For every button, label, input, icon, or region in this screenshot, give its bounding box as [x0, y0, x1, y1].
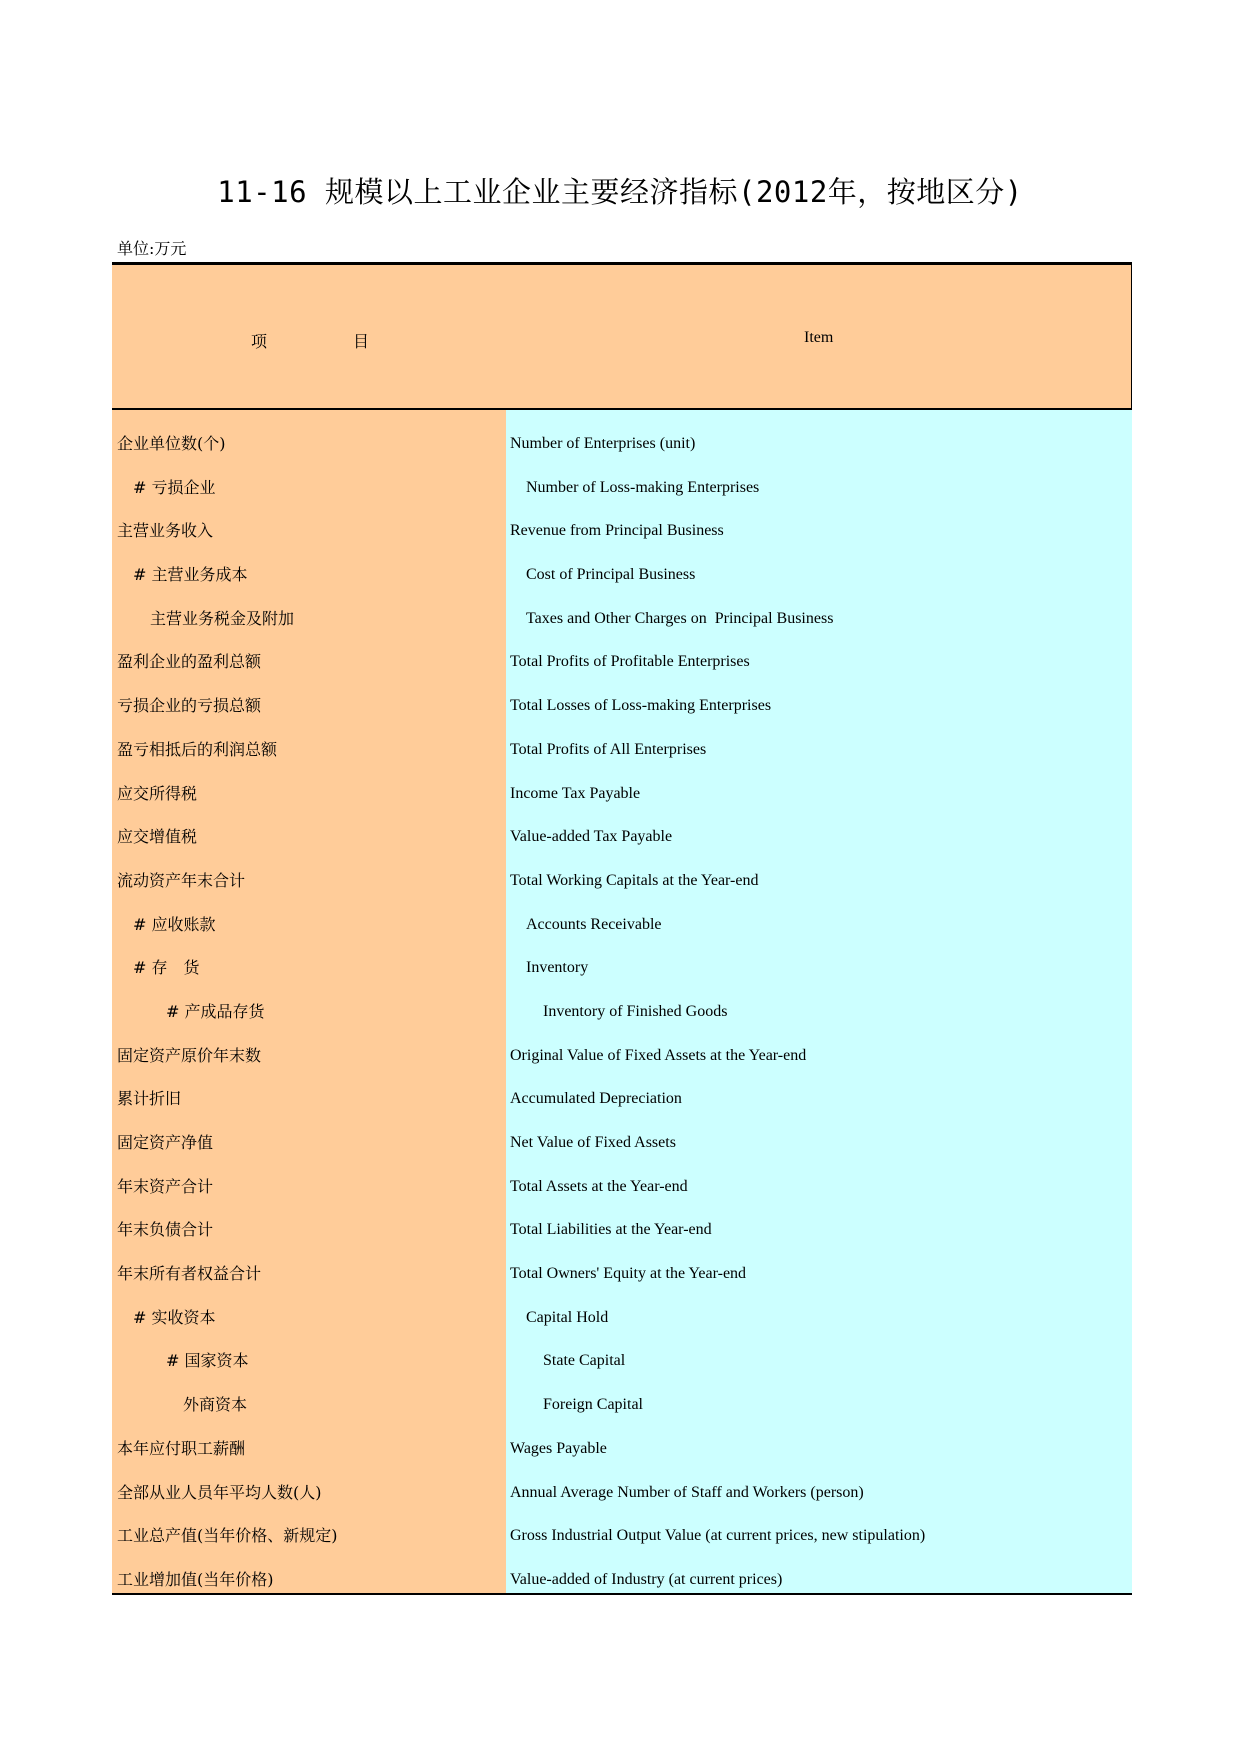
row-label-cn: 固定资产净值 [117, 1133, 214, 1152]
row-label-cn: 应交增值税 [117, 827, 198, 847]
table-row [112, 1558, 1132, 1602]
table-row [112, 903, 1132, 947]
row-label-cn: # 实收资本 [133, 1307, 216, 1327]
row-label-en: Total Profits of All Enterprises [510, 740, 707, 758]
row-label-en: Value-added Tax Payable [510, 828, 673, 846]
table-row [112, 815, 1132, 859]
row-label-cn: # 国家资本 [166, 1351, 249, 1371]
table-row [112, 684, 1132, 728]
table-row [112, 1208, 1132, 1252]
row-label-en: Annual Average Number of Staff and Workers (person) [510, 1483, 864, 1501]
table-row [112, 728, 1132, 772]
row-label-en: Income Tax Payable [510, 784, 641, 802]
table-row [112, 509, 1132, 553]
table-row [112, 553, 1132, 597]
table-row [112, 1034, 1132, 1078]
indicator-table [112, 262, 1132, 1595]
table-row [112, 597, 1132, 641]
row-label-en: Number of Loss-making Enterprises [526, 478, 760, 496]
row-label-cn: 工业总产值(当年价格、新规定) [117, 1526, 338, 1546]
row-label-cn: 亏损企业的亏损总额 [117, 696, 262, 716]
row-label-en: Inventory [526, 959, 589, 977]
row-label-cn: 盈亏相抵后的利润总额 [117, 739, 278, 759]
row-label-cn: 年末资产合计 [117, 1176, 214, 1196]
page-title: 11-16 规模以上工业企业主要经济指标(2012年，按地区分) [217, 175, 1023, 209]
row-label-cn: 盈利企业的盈利总额 [117, 652, 262, 672]
table-row [112, 946, 1132, 990]
table-row [112, 1514, 1132, 1558]
row-label-cn: # 亏损企业 [133, 477, 216, 497]
row-label-en: Inventory of Finished Goods [543, 1002, 728, 1020]
header-item-cn [251, 329, 369, 352]
table-row [112, 1252, 1132, 1296]
row-label-en: Gross Industrial Output Value (at current prices, new stipulation) [510, 1527, 926, 1545]
row-label-en: Total Liabilities at the Year-end [510, 1221, 712, 1239]
row-label-cn: # 产成品存货 [166, 1001, 265, 1021]
row-label-cn: 主营业务税金及附加 [150, 608, 295, 628]
row-label-cn: 主营业务收入 [117, 521, 214, 541]
row-label-en: Net Value of Fixed Assets [510, 1134, 676, 1151]
row-label-cn: 本年应付职工薪酬 [117, 1438, 246, 1458]
row-label-en: Total Working Capitals at the Year-end [510, 871, 759, 889]
row-label-cn: 企业单位数(个) [117, 434, 226, 453]
table-row [112, 990, 1132, 1034]
row-label-en: Total Owners' Equity at the Year-end [510, 1265, 747, 1283]
row-label-en: Revenue from Principal Business [510, 522, 724, 540]
row-label-cn: 年末所有者权益合计 [117, 1264, 262, 1284]
table-row [112, 1121, 1132, 1165]
header-item-en: Item [804, 329, 834, 346]
row-label-cn: 应交所得税 [117, 783, 198, 803]
row-label-en: Accounts Receivable [526, 915, 662, 933]
table-row [112, 859, 1132, 903]
header-item-cn-part2: 目 [353, 332, 370, 351]
row-label-en: Accumulated Depreciation [510, 1090, 682, 1108]
row-label-en: Capital Hold [526, 1308, 609, 1326]
row-label-en: Total Losses of Loss-making Enterprises [510, 697, 772, 715]
row-label-cn: 累计折旧 [117, 1089, 182, 1109]
header-item-cn-part1: 项 [251, 332, 268, 351]
table-body [112, 410, 1132, 1595]
row-label-en: Taxes and Other Charges on Principal Business [526, 609, 834, 627]
row-label-en: Original Value of Fixed Assets at the Year-end [510, 1046, 807, 1064]
row-label-cn: 工业增加值(当年价格) [117, 1569, 274, 1589]
row-label-en: Wages Payable [510, 1439, 607, 1457]
unit-label: 单位:万元 [117, 239, 187, 258]
row-label-en: Cost of Principal Business [526, 566, 696, 584]
row-label-cn: 流动资产年末合计 [117, 870, 246, 890]
row-label-cn: 全部从业人员年平均人数(人) [117, 1482, 322, 1502]
table-header [112, 262, 1132, 410]
row-label-en: Value-added of Industry (at current prices) [510, 1570, 783, 1588]
table-row [112, 640, 1132, 684]
table-row [112, 1383, 1132, 1427]
row-label-cn: 年末负债合计 [117, 1220, 214, 1240]
row-label-en: State Capital [543, 1352, 626, 1370]
row-label-cn: 外商资本 [183, 1395, 248, 1415]
table-row [112, 422, 1132, 466]
row-label-cn: # 应收账款 [133, 914, 216, 934]
table-row [112, 466, 1132, 510]
row-label-en: Foreign Capital [543, 1396, 643, 1414]
row-label-en: Number of Enterprises (unit) [510, 435, 696, 452]
row-label-cn: 固定资产原价年末数 [117, 1045, 262, 1065]
table-row [112, 772, 1132, 816]
row-label-en: Total Profits of Profitable Enterprises [510, 653, 750, 671]
table-row [112, 1339, 1132, 1383]
row-label-en: Total Assets at the Year-end [510, 1177, 688, 1195]
row-label-cn: # 存 货 [133, 958, 200, 978]
table-row [112, 1427, 1132, 1471]
row-label-cn: # 主营业务成本 [133, 565, 248, 585]
table-row [112, 1077, 1132, 1121]
table-row [112, 1165, 1132, 1209]
table-row [112, 1296, 1132, 1340]
table-row [112, 1471, 1132, 1515]
